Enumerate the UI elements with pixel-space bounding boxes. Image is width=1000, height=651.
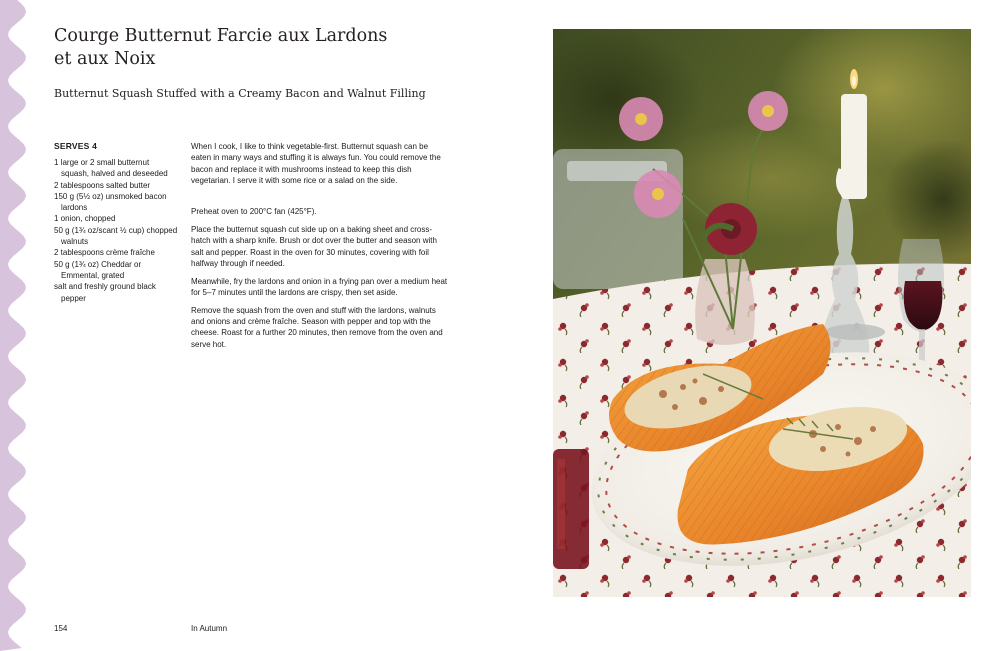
ingredient-item: 50 g (1¾ oz/scant ½ cup) chopped walnuts: [54, 225, 178, 247]
page-number: 154: [54, 624, 68, 633]
method-column: [191, 141, 449, 356]
ingredient-item: 2 tablespoons salted butter: [54, 180, 151, 190]
ingredient-item: 150 g (5½ oz) unsmoked bacon lardons: [54, 191, 167, 213]
decorative-wavy-edge: [0, 0, 40, 651]
serves-heading: SERVES 4: [54, 141, 98, 151]
method-step: Meanwhile, fry the lardons and onion in a frying pan over a medium heat for 5–7 minutes until the lardons are crispy, then set aside.: [191, 276, 448, 297]
recipe-title-line2: et aux Noix: [54, 49, 156, 69]
ingredient-list: [54, 157, 179, 304]
section-name: In Autumn: [191, 624, 228, 633]
ingredient-item: salt and freshly ground black pepper: [54, 282, 156, 303]
ingredient-item: 1 large or 2 small butternut squash, halved and deseeded: [54, 158, 168, 179]
recipe-subtitle: Butternut Squash Stuffed with a Creamy Bacon and Walnut Filling: [54, 87, 426, 100]
photo-illustration: [553, 29, 971, 597]
recipe-title: [54, 25, 414, 71]
intro-paragraph: When I cook, I like to think vegetable-first. Butternut squash can be eaten in many ways and stuffing it is always fun. You could remove the bacon and replace it with mushrooms instead to keep this dish vegetarian. I serve it with some rice or a salad on the side.: [191, 142, 441, 185]
stuffed-squash-photo: [553, 29, 971, 597]
method-step: Preheat oven to 200°C fan (425°F).: [191, 207, 317, 217]
method-step: Place the butternut squash cut side up on a baking sheet and cross-hatch with a sharp knife. Brush or dot over the butter and season with salt and pepper. Roast in the oven for 30 minutes, covering with foil halfway through if needed.: [191, 224, 437, 268]
recipe-title-line1: Courge Butternut Farcie aux Lardons: [54, 26, 388, 46]
ingredient-item: 50 g (1¾ oz) Cheddar or Emmental, grated: [54, 259, 142, 280]
method-step: Remove the squash from the oven and stuff with the lardons, walnuts and onions and crème fraîche. Season with pepper and top with the cheese. Roast for a further 20 minutes, then remove from the oven and serve hot.: [191, 305, 443, 349]
ingredient-item: 1 onion, chopped: [54, 214, 116, 224]
ingredient-item: 2 tablespoons crème fraîche: [54, 248, 155, 258]
